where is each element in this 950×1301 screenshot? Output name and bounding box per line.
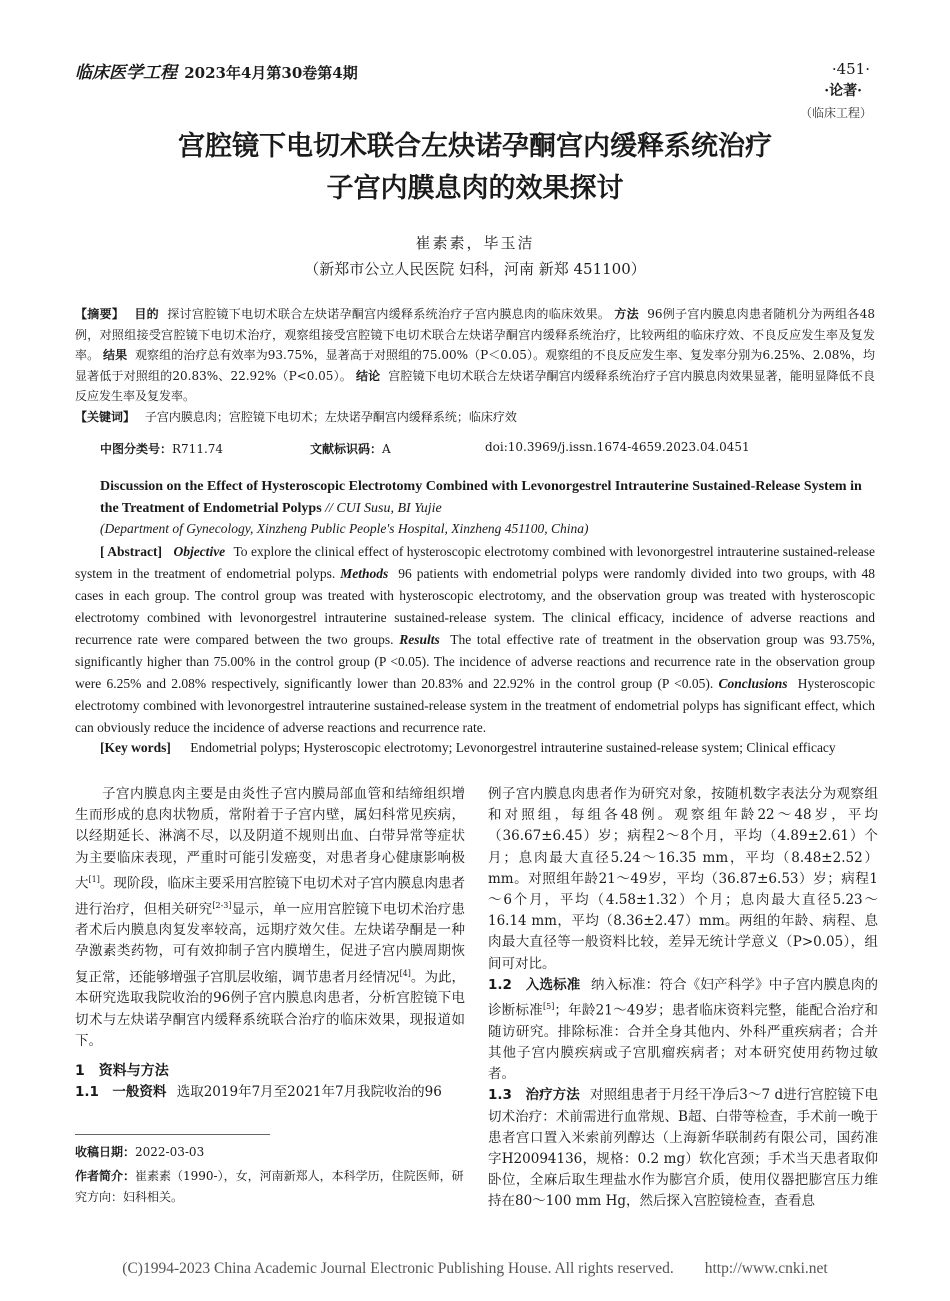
section-1-2-text-a: 纳入标准：符合《妇产科学》中子宫内膜息肉的诊断标准 (488, 976, 878, 1019)
cn-keywords-text: 子宫内膜息肉；宫腔镜下电切术；左炔诺孕酮宫内缓释系统；临床疗效 (144, 409, 517, 424)
cn-results-label: 结果 (103, 348, 128, 362)
title-line-1: 宫腔镜下电切术联合左炔诺孕酮宫内缓释系统治疗 (178, 131, 772, 162)
cn-conclusion: 宫腔镜下电切术联合左炔诺孕酮宫内缓释系统治疗子宫内膜息肉效果显著，能明显降低不良反应发生率及复发率。 (75, 368, 875, 403)
author-bio-label: 作者简介： (75, 1169, 136, 1183)
body-right-column (488, 784, 878, 1213)
en-results: The total effective rate of treatment in the observation group was 93.75%, significantly higher than 75.00% in the control group (P <0.05). The incidence of adverse reactions and recurrence rate in the observation group were 6.25% and 2.08% respectively, significantly lower than 20.83% and 22.92% in the control group (P <0.05). (75, 632, 875, 691)
journal-issue: 2023年4月第30卷第4期 (184, 64, 358, 82)
section-1-2 (488, 975, 878, 1086)
section-heading-1-2: 1.2 入选标准 (488, 976, 581, 993)
footnote-divider (75, 1134, 270, 1135)
citation-2-3: [2-3] (212, 900, 232, 910)
section-heading-1: 1 资料与方法 (75, 1062, 169, 1079)
section-heading-1-1: 1.1 一般资料 (75, 1084, 167, 1101)
cn-abstract-label: 【摘要】 (75, 307, 125, 321)
english-title (100, 476, 880, 520)
article-title (75, 126, 875, 210)
section-1-3-text: 对照组患者于月经干净后3～7 d进行宫腔镜下电切术治疗：术前需进行血常规、B超、白带等检查，手术前一晚于患者宫口置入米索前列醇达（上海新华联制药有限公司，国药准字H20094136，规格：0.2 mg）软化宫颈；手术当天患者取仰卧位，全麻后取生理盐水作为膨宫介质，使用仪器把膨宫压力维持在80～100 mm Hg，然后探入宫腔镜检查，查看息 (488, 1087, 878, 1210)
title-line-2: 子宫内膜息肉的效果探讨 (326, 173, 624, 204)
section-heading-1-3: 1.3 治疗方法 (488, 1087, 580, 1104)
cn-keywords-label: 【关键词】 (75, 409, 136, 424)
doc-code: A (382, 442, 391, 456)
english-affiliation: (Department of Gynecology, Xinzheng Public People's Hospital, Xinzheng 451100, China) (100, 521, 589, 536)
clc-code: R711.74 (172, 442, 224, 456)
intro-text-d: 。为此，本研究选取我院收治的96例子宫内膜息肉患者，分析宫腔镜下电切术与左炔诺孕酮宫内缓释系统联合治疗的临床效果，现报道如下。 (75, 969, 465, 1049)
footnote-received (75, 1142, 465, 1163)
en-methods-label: Methods (340, 566, 389, 581)
citation-4: [4] (399, 968, 411, 978)
intro-paragraph (75, 784, 465, 1052)
en-objective: To explore the clinical effect of hysteroscopic electrotomy combined with levonorgestrel intrauterine sustained-release system in the treatment of endometrial polyps. (75, 544, 876, 581)
classification-row (100, 440, 860, 457)
journal-header (75, 58, 358, 83)
en-results-label: Results (399, 632, 440, 647)
received-date: 2022-03-03 (135, 1145, 205, 1159)
en-conclusions-label: Conclusions (718, 676, 788, 691)
doi: doi:10.3969/j.issn.1674-4659.2023.04.0451 (485, 440, 750, 454)
cn-methods-label: 方法 (614, 307, 639, 321)
en-methods: 96 patients with endometrial polyps were randomly divided into two groups, with 48 cases in each group. The control group was treated with hysteroscopic electrotomy, and the observation group was treated with hysteroscopic electrotomy combined with levonorgestrel intrauterine sustained-release system. The clinical efficacy, incidence of adverse reactions and recurrence rate were compared between the two groups. (75, 566, 876, 647)
footnote-author (75, 1166, 465, 1208)
en-keywords-text: Endometrial polyps; Hysteroscopic electrotomy; Levonorgestrel intrauterine sustained-release system; Clinical efficacy (190, 740, 836, 755)
english-title-text: Discussion on the Effect of Hysteroscopic Electrotomy Combined with Levonorgestrel Intrauterine Sustained-Release System in the Treatment of Endometrial Polyps (100, 479, 862, 516)
clc-label: 中图分类号： (100, 442, 173, 456)
cn-methods: 96例子宫内膜息肉患者随机分为两组各48例，对照组接受宫腔镜下电切术治疗，观察组接受宫腔镜下电切术联合左炔诺孕酮宫内缓释系统治疗，比较两组的临床疗效、不良反应发生率及复发率。 (75, 307, 875, 362)
section-1-1-start (75, 1082, 465, 1103)
cn-abstract-body (75, 304, 875, 407)
section-1-1-text: 选取2019年7月至2021年7月我院收治的96 (176, 1084, 442, 1101)
intro-text-a: 子宫内膜息肉主要是由炎性子宫内膜局部血管和结缔组织增生而形成的息肉状物质，常附着于子宫内壁，属妇科常见疾病，以经期延长、淋漓不尽，以及阴道不规则出血、白带异常等症状为主要临床表现，严重时可能引发癌变，对患者身心健康影响极大 (75, 786, 465, 892)
english-authors: // CUI Susu, BI Yujie (325, 501, 442, 516)
section-tag: ·论著· (824, 83, 862, 99)
intro-text-c: 显示，单一应用宫腔镜下电切术治疗患者术后内膜息肉复发率较高，远期疗效欠佳。左炔诺孕酮是一种孕激素类药物，可有效抑制子宫内膜增生，促进子宫内膜周期恢复正常，还能够增强子宫肌层收缩，调节患者月经情况 (75, 901, 466, 986)
received-label: 收稿日期： (75, 1145, 136, 1159)
authors: 崔素素，毕玉洁 (415, 234, 535, 252)
author-bio: 崔素素（1990-），女，河南新郑人，本科学历，住院医师，研究方向：妇科相关。 (75, 1169, 464, 1204)
en-keywords-label: [Key words] (100, 740, 171, 755)
english-keywords (100, 740, 880, 756)
section-1-1-continued: 例子宫内膜息肉患者作为研究对象，按随机数字表法分为观察组和对照组，每组各48例。观察组年龄22～48岁，平均（36.67±6.45）岁；病程2～8个月，平均（4.89±2.61）个月；息肉最大直径5.24～16.35 mm，平均（8.48±2.52）mm。对照组年龄21～49岁，平均（36.87±6.53）岁；病程1～6个月，平均（4.58±1.32）个月；息肉最大直径5.23～16.14 mm，平均（8.36±2.47）mm。两组的年龄、病程、息肉最大直径等一般资料比较，差异无统计学意义（P>0.05），组间可对比。 (488, 786, 878, 972)
citation-1: [1] (88, 874, 100, 884)
en-conclusions: Hysteroscopic electrotomy combined with levonorgestrel intrauterine sustained-release system in the treatment of endometrial polyps has significant effect, which can obviously reduce the incidence of adverse reactions and recurrence rate. (75, 676, 876, 735)
section-1-2-text-b: ；年龄21～49岁；患者临床资料完整，能配合治疗和随访研究。排除标准：合并全身其他内、外科严重疾病者；合并其他子宫内膜疾病或子宫肌瘤疾病者；对本研究使用药物过敏者。 (488, 1002, 878, 1083)
intro-text-b: 。现阶段，临床主要采用宫腔镜下电切术对子宫内膜息肉患者进行治疗，但相关研究 (75, 875, 466, 918)
affiliation: （新郑市公立人民医院 妇科，河南 新郑 451100） (304, 260, 646, 278)
cn-conclusion-label: 结论 (355, 368, 381, 383)
cn-objective: 探讨宫腔镜下电切术联合左炔诺孕酮宫内缓释系统治疗子宫内膜息肉的临床效果。 (167, 307, 611, 321)
english-abstract (75, 541, 875, 739)
section-subtag: （临床工程） (799, 106, 872, 120)
page-number: ·451· (831, 60, 870, 78)
en-objective-label: Objective (173, 544, 226, 559)
chinese-abstract (75, 304, 875, 427)
en-abstract-label: [ Abstract] (100, 544, 162, 559)
journal-name: 临床医学工程 (75, 63, 177, 83)
section-1-3 (488, 1085, 878, 1212)
citation-5: [5] (543, 1002, 555, 1012)
cn-objective-label: 目的 (134, 307, 159, 321)
cn-results: 观察组的治疗总有效率为93.75%，显著高于对照组的75.00%（P＜0.05）。观察组的不良反应发生率、复发率分别为6.25%、2.08%，均显著低于对照组的20.83%、22.92%（P<0.05）。 (75, 348, 875, 383)
body-left-column (75, 784, 465, 1103)
doc-code-label: 文献标识码： (310, 442, 383, 456)
cn-keywords (75, 407, 875, 428)
copyright-footer: (C)1994-2023 China Academic Journal Electronic Publishing House. All rights reserved. http://www.cnki.net (122, 1260, 828, 1277)
